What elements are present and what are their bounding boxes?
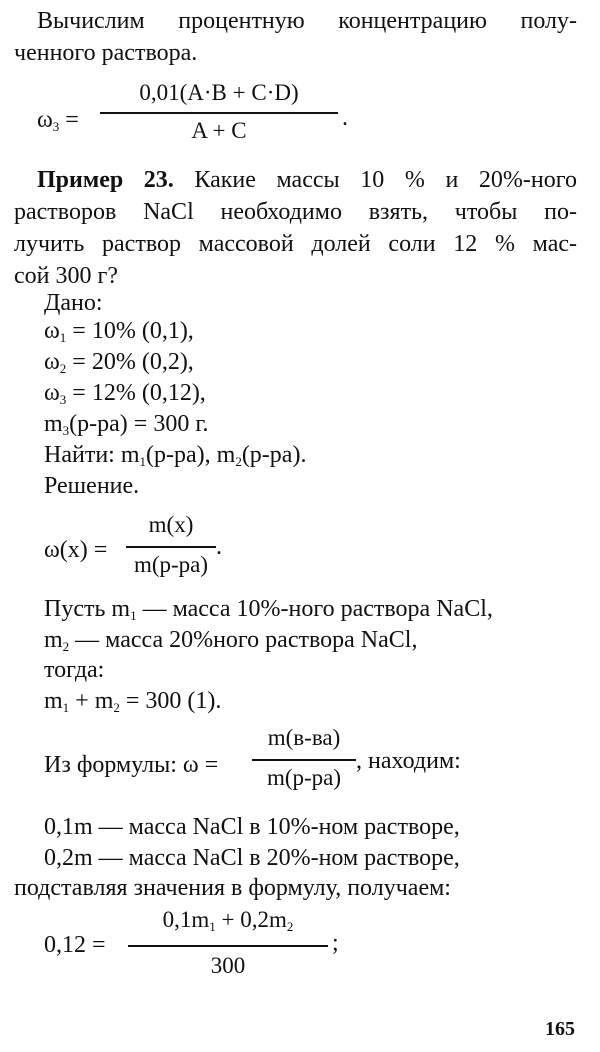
- formula-012-denominator: 300: [210, 953, 246, 978]
- given-w1: $\omega_1 = 10\%$ (0,1),: [44, 318, 194, 345]
- formula-w3-fraction: [100, 78, 338, 148]
- example-line-4: сой 300 г?: [14, 263, 118, 289]
- let-line-3: тогда:: [44, 657, 105, 683]
- solution-heading: Решение.: [44, 473, 140, 499]
- example-line-3: лучить раствор массовой долей соли 12 % мас-: [14, 231, 577, 257]
- example-line-1: Пример 23. Какие массы 10 % и 20%-ного: [37, 167, 577, 193]
- formula-012-fraction: [128, 905, 328, 981]
- formula-w3-denominator: A + C: [191, 118, 247, 143]
- formula-012-end: ;: [332, 930, 339, 956]
- formula-w3-end: .: [342, 105, 348, 131]
- formula-012-numerator: $0,1m_1 + 0,2m_2$: [162, 907, 294, 934]
- page-number: 165: [545, 1018, 575, 1040]
- let-line-2: $m_2$ — масса 20%ного раствора NaCl,: [44, 627, 418, 654]
- find-line: Найти: $m_1(р-ра)$, $m_2(р-ра)$.: [44, 442, 307, 469]
- formula-w-lhs: Из формулы: ω =: [44, 752, 219, 778]
- mass-line-2: 0,2m — масса NaCl в 20%-ном растворе,: [44, 845, 460, 871]
- given-heading: Дано:: [44, 290, 103, 316]
- given-m3: $m_3(р-ра) = 300$ г.: [44, 411, 209, 438]
- given-w3: $\omega_3 = 12\%$ (0,12),: [44, 380, 206, 407]
- formula-012-lhs: 0,12 =: [44, 932, 106, 958]
- formula-wx-end: .: [216, 534, 222, 560]
- formula-w-numerator: m(в-ва): [267, 725, 341, 750]
- let-line-1: Пусть $m_1$ — масса 10%-ного раствора NaCl,: [44, 596, 493, 623]
- fraction-bar: [128, 945, 328, 947]
- formula-w3-numerator: 0,01(A·B + C·D): [139, 80, 299, 105]
- formula-wx-fraction: [126, 510, 216, 580]
- formula-w-end: , находим:: [356, 748, 461, 774]
- formula-w-denominator: m(р-ра): [266, 765, 342, 790]
- mass-line-3: подставляя значения в формулу, получаем:: [14, 875, 451, 901]
- let-line-4: $m_1 + m_2 = 300$ (1).: [44, 688, 222, 715]
- formula-wx-lhs: ω(x) =: [44, 537, 108, 563]
- formula-wx-numerator: m(x): [148, 512, 194, 537]
- intro-line-2: ченного раствора.: [14, 40, 198, 66]
- intro-line-1: Вычислим процентную концентрацию полу-: [37, 8, 577, 34]
- example-line-2: растворов NaCl необходимо взять, чтобы по-: [14, 199, 577, 225]
- given-w2: $\omega_2 = 20\%$ (0,2),: [44, 349, 194, 376]
- fraction-bar: [252, 759, 356, 761]
- fraction-bar: [100, 112, 338, 114]
- mass-line-1: 0,1m — масса NaCl в 10%-ном растворе,: [44, 814, 460, 840]
- example-title: Пример 23.: [37, 167, 174, 193]
- formula-w3-lhs: $\omega_3$ =: [37, 107, 79, 134]
- formula-w-fraction: [252, 723, 356, 793]
- fraction-bar: [126, 546, 216, 548]
- formula-wx-denominator: m(р-ра): [133, 552, 209, 577]
